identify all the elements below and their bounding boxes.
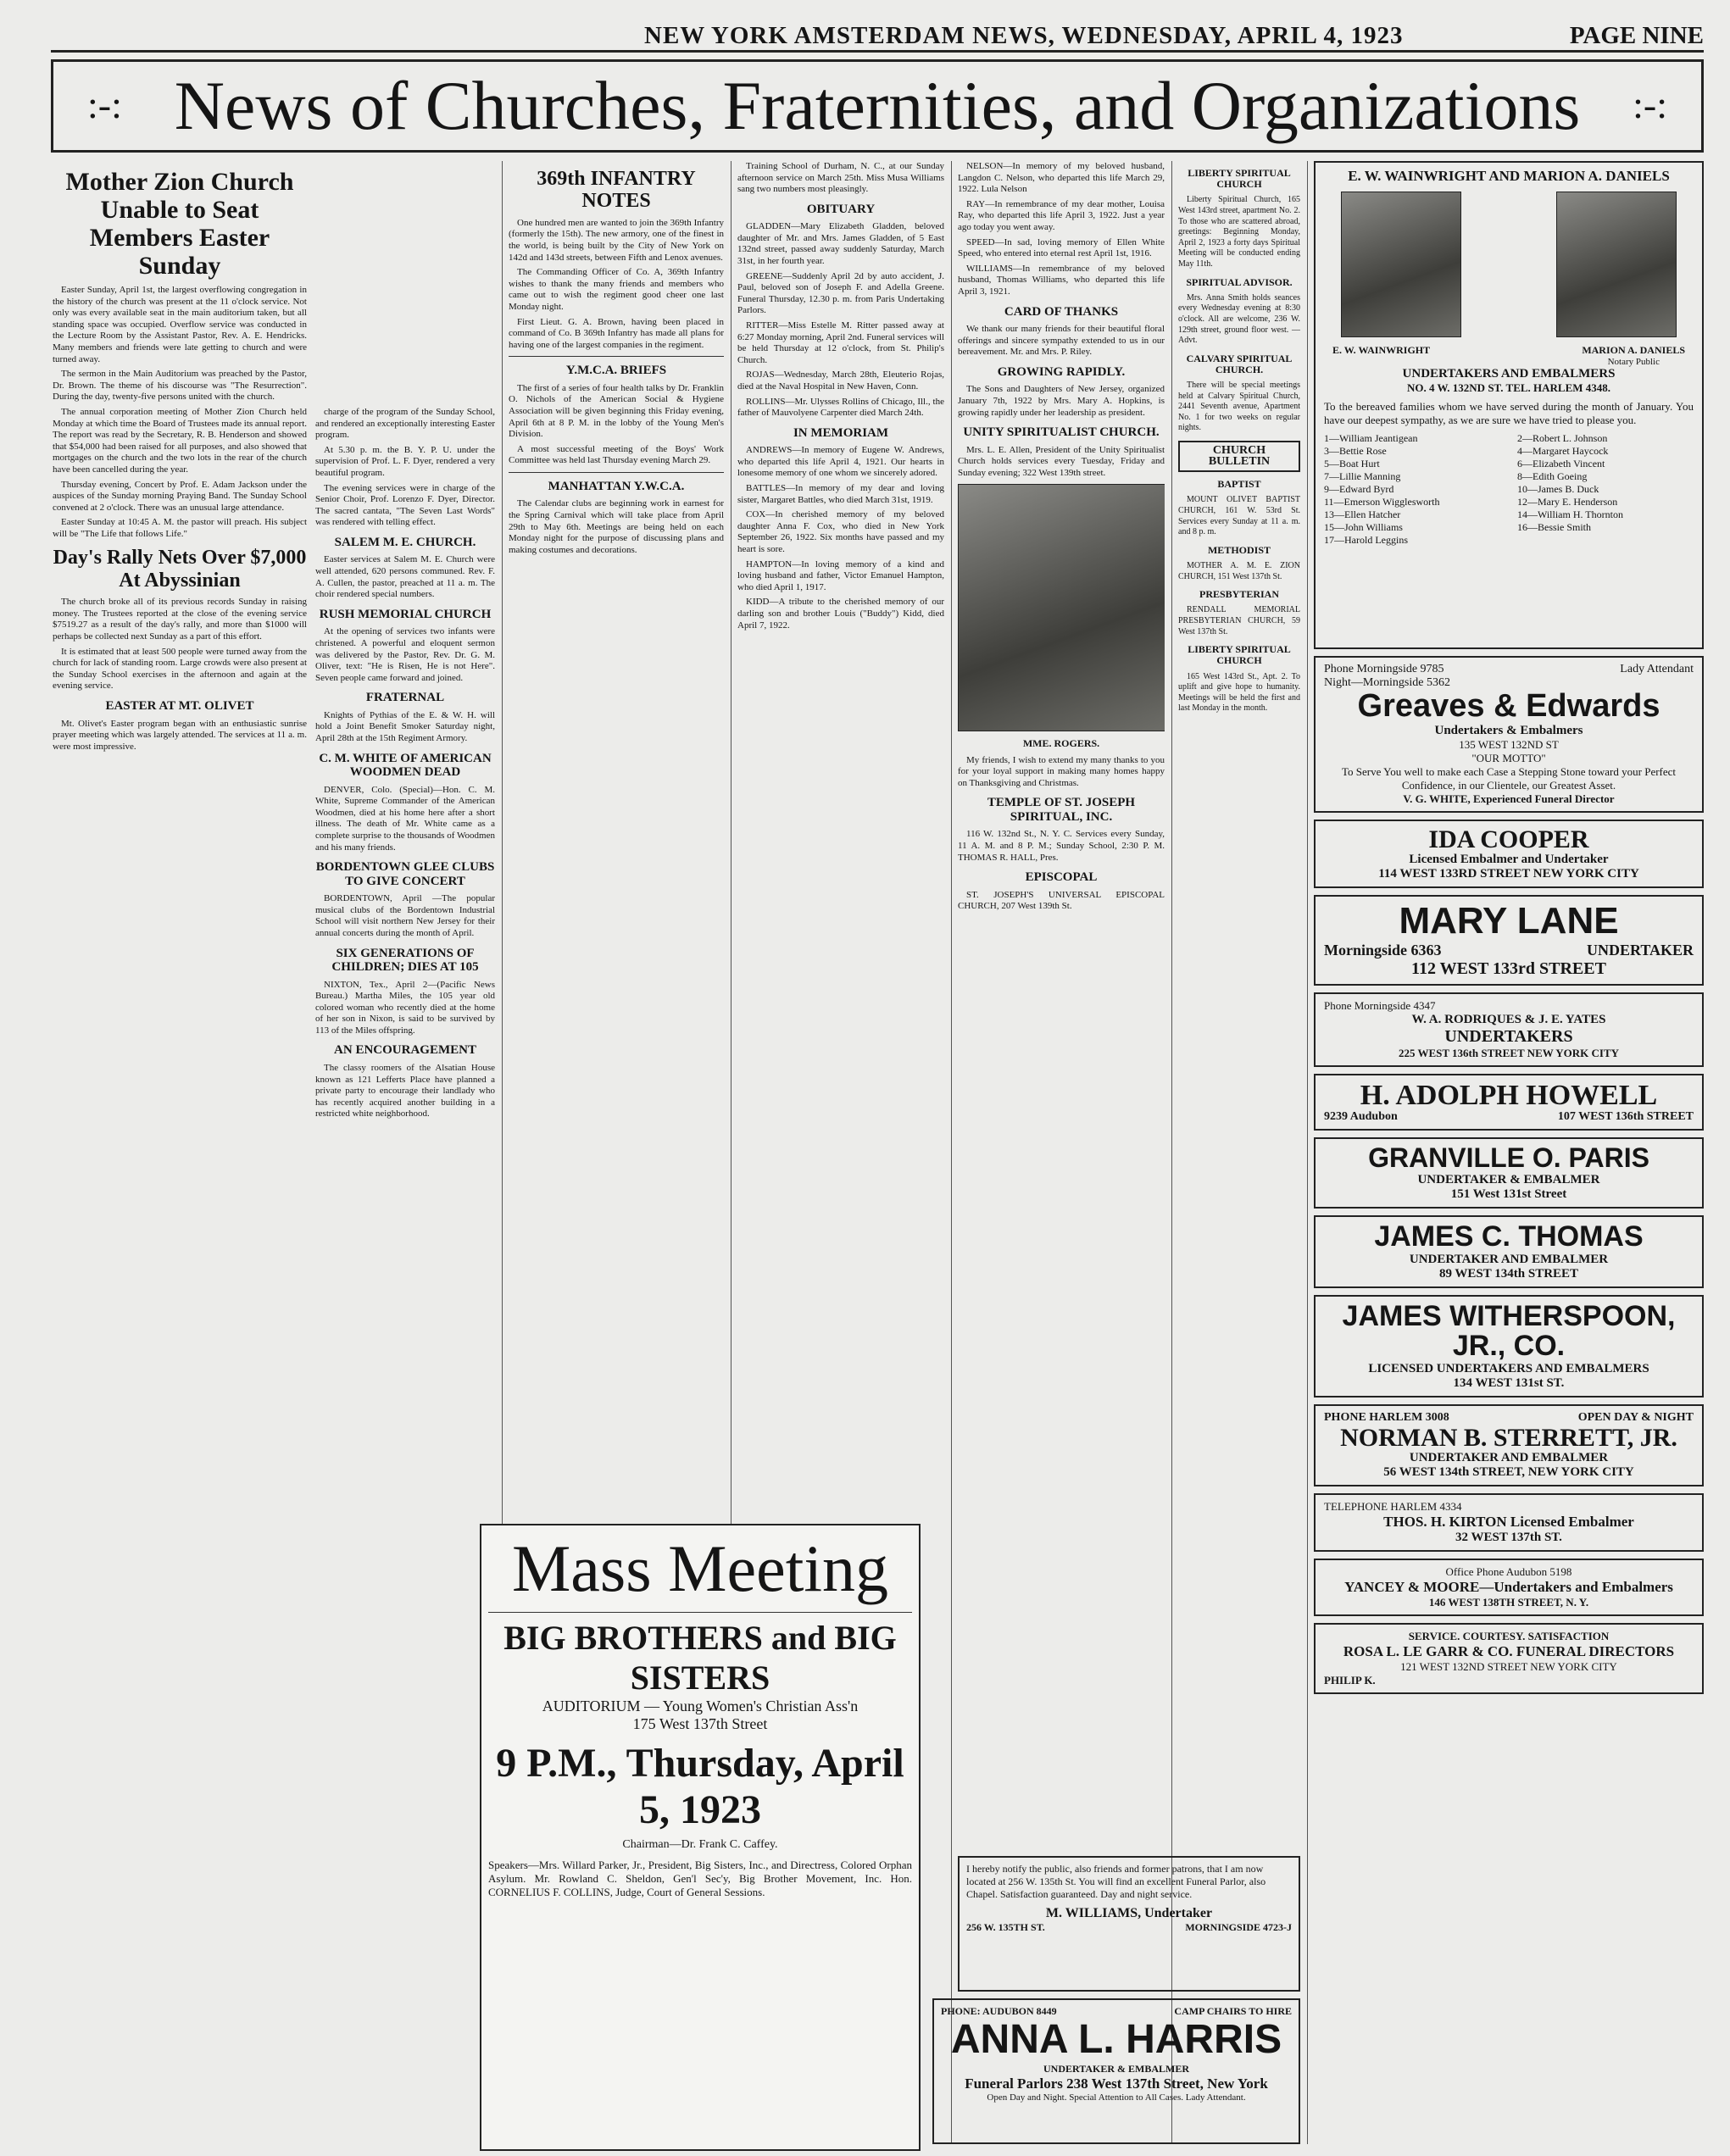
divider: [488, 1612, 912, 1613]
article-text: Thursday evening, Concert by Prof. E. Adam Jackson under the auspices of the Sunday morning Praying Band. The Sunday School convened at 2 o'clock. There was an unusual large attendance.: [53, 479, 307, 513]
article-text: Easter Sunday, April 1st, the largest overflowing congregation in the history of the church was present at the 11 o'clock service. Not only was every available seat in the main auditorium taken, but all standing space was occupied. Overflow service was conducted in the Lecture Room by the Assistant Pastor, Rev. A. E. Hendricks. Many members and friends were late getting to church and were turned away.: [53, 285, 307, 364]
legarr-top: SERVICE. COURTESY. SATISFACTION: [1408, 1630, 1610, 1643]
lane-title: UNDERTAKER: [1586, 941, 1694, 959]
article-text: KIDD—A tribute to the cherished memory of our darling son and brother Louis ("Buddy") Kidd, died April 7, 1922.: [737, 597, 944, 631]
mass-meeting-address: 175 West 137th Street: [632, 1715, 768, 1732]
howell-name: H. ADOLPH HOWELL: [1360, 1079, 1658, 1111]
column-4: [737, 161, 944, 1509]
list-item: 9—Edward Byrd: [1324, 483, 1394, 495]
list-item: 17—Harold Leggins: [1324, 534, 1408, 546]
article-text: At the opening of services two infants were christened. A powerful and eloquent sermon was delivered by the Pastor, Rev. Dr. G. M. Oliver, text: "He is Risen, He is not Here". Seven people came forward and joined.: [315, 626, 495, 683]
philip-line: PHILIP K.: [1324, 1674, 1376, 1687]
howell-line: [1324, 1110, 1694, 1124]
article-text: There will be special meetings held at Calvary Spiritual Church, 2441 Seventh avenue, Apartment No. 1 for two weeks on regular nights.: [1178, 381, 1300, 433]
column-5: [958, 161, 1165, 1848]
headline-bordentown: BORDENTOWN GLEE CLUBS TO GIVE CONCERT: [315, 860, 495, 888]
article-text: DENVER, Colo. (Special)—Hon. C. M. White, Supreme Commander of the American Woodmen, died at his home here after a short illness. The death of Mr. White came as a complete surprise to the thousands of Woodmen and his many friends.: [315, 784, 495, 853]
headline-obituary: OBITUARY: [806, 202, 876, 216]
thomas-ad: [1314, 1215, 1704, 1288]
photo-caption: MME. ROGERS.: [1022, 737, 1100, 750]
sterrett-line: [1324, 1411, 1694, 1425]
headline-salem: SALEM M. E. CHURCH.: [334, 535, 476, 549]
headline-episcopal: EPISCOPAL: [1025, 870, 1098, 885]
paris-address: 151 West 131st Street: [1450, 1186, 1567, 1201]
wainwright-ad: [1314, 161, 1704, 649]
article-text: 116 W. 132nd St., N. Y. C. Services every Sunday, 11 A. M. and 8 P. M.; Sunday School, 2:30 P. M. THOMAS R. HALL, Pres.: [958, 829, 1165, 863]
headline-rush-memorial: RUSH MEMORIAL CHURCH: [319, 607, 492, 621]
greaves-name: Greaves & Edwards: [1357, 688, 1660, 724]
wainwright-head: E. W. WAINWRIGHT AND MARION A. DANIELS: [1348, 168, 1670, 184]
list-item: 4—Margaret Haycock: [1517, 445, 1609, 457]
article-text: The sermon in the Main Auditorium was preached by the Pastor, Dr. Brown. The theme of his discourse was "The Resurrection". During the day, twenty-five persons united with the church.: [53, 369, 307, 403]
column-2: [315, 161, 495, 2144]
mass-meeting-title: Mass Meeting: [511, 1531, 889, 1605]
sterrett-ad: [1314, 1404, 1704, 1487]
greaves-address: 135 WEST 132ND ST: [1459, 737, 1559, 751]
caption-notary: Notary Public: [1607, 357, 1660, 367]
cooper-name: IDA COOPER: [1428, 825, 1589, 853]
column-rule: [1171, 161, 1172, 2144]
greaves-text: To Serve You well to make each Case a Stepping Stone toward your Perfect Confidence, in our Clientele, our Greatest Asset.: [1341, 764, 1677, 792]
portrait-captions: [1324, 344, 1694, 357]
article-text: ROJAS—Wednesday, March 28th, Eleuterio Rojas, died at the Naval Hospital in New Haven, Conn.: [737, 370, 944, 392]
article-text: BATTLES—In memory of my dear and loving sister, Margaret Battles, who died March 31st, 1919.: [737, 483, 944, 505]
headline-calvary-spiritual: CALVARY SPIRITUAL CHURCH.: [1186, 352, 1293, 375]
legarr-name: ROSA L. LE GARR & CO. FUNERAL DIRECTORS: [1343, 1643, 1675, 1660]
article-text: ANDREWS—In memory of Eugene W. Andrews, who departed this life April 4, 1921. Our hearts in lonesome memory of one whom we sincerely adored.: [737, 445, 944, 479]
notice-footer: [966, 1921, 1292, 1934]
section-title: News of Churches, Fraternities, and Organizations: [174, 67, 1581, 144]
article-text: My friends, I wish to extend my many thanks to you for your loyal support in making many homes happy on Thanksgiving and Christmas.: [958, 754, 1165, 788]
headline-presbyterian: PRESBYTERIAN: [1199, 588, 1280, 601]
article-text: ST. JOSEPH'S UNIVERSAL EPISCOPAL CHURCH, 207 West 139th St.: [958, 889, 1165, 912]
notice-address: 256 W. 135TH ST.: [966, 1921, 1045, 1933]
article-text: Mrs. L. E. Allen, President of the Unity Spiritualist Church holds services every Tuesday, Friday and Sunday evening; 322 West 139th street.: [958, 444, 1165, 478]
article-text: Easter services at Salem M. E. Church were well attended, 620 persons communed. Rev. F. A. Cullen, the pastor, preached at 11 a. m. The choir rendered special numbers.: [315, 554, 495, 600]
article-text: The annual corporation meeting of Mother Zion Church held Monday at which time the Board of Trustees made its annual report. The report was read by the Secretary, R. B. Henderson and showed that $54,000 had been raised for all purposes, and also showed that mortgages on the church and the two lots in the rear of the church have been cancelled during the year.: [53, 406, 307, 475]
lane-line: [1324, 942, 1694, 959]
article-text: WILLIAMS—In remembrance of my beloved husband, Thomas Williams, who departed this life April 3, 1921.: [958, 263, 1165, 297]
page-number: PAGE NINE: [1569, 22, 1704, 49]
lane-phone: Morningside 6363: [1324, 941, 1442, 959]
headline-spacer: [315, 161, 495, 407]
article-text: We thank our many friends for their beautiful floral offerings and sincere sympathy extended to us in our bereavement. Mr. and Mrs. P. Riley.: [958, 324, 1165, 358]
mass-meeting-place: AUDITORIUM — Young Women's Christian Ass'n: [542, 1698, 859, 1714]
harris-ad: [932, 1998, 1300, 2144]
article-text: The church broke all of its previous records Sunday in raising money. The Trustees reported at the close of the evening service $7519.27 as a result of the day's rally, and more than $1000 will perhaps be collected next Sunday as a part of this effort.: [53, 597, 307, 642]
headline-woodmen: C. M. WHITE OF AMERICAN WOODMEN DEAD: [319, 751, 492, 780]
article-text: RAY—In remembrance of my dear mother, Louisa Ray, who departed this life April 3, 1922. Just a year ago today you went away.: [958, 198, 1165, 232]
church-bulletin-header: CHURCH BULLETIN: [1178, 441, 1300, 472]
article-text: charge of the program of the Sunday School, and rendered an exceptionally interesting Easter program.: [315, 407, 495, 441]
article-text: At 5.30 p. m. the B. Y. P. U. under the supervision of Prof. L. F. Dyer, rendered a very beautiful program.: [315, 444, 495, 478]
list-item: 12—Mary E. Henderson: [1517, 496, 1618, 508]
list-item: 15—John Williams: [1324, 521, 1403, 533]
headline-in-memoriam: IN MEMORIAM: [793, 425, 889, 440]
list-item: 3—Bettie Rose: [1324, 445, 1387, 457]
wainwright-list: [1324, 432, 1694, 547]
legarr-ad: [1314, 1623, 1704, 1694]
cooper-address: 114 WEST 133RD STREET NEW YORK CITY: [1378, 867, 1639, 881]
article-text: GREENE—Suddenly April 2d by auto accident, J. Paul, beloved son of Joseph F. and Adella Greene. Funeral Thursday, 12.30 p. m. from Paris Undertaking Parlors.: [737, 270, 944, 316]
article-text: Liberty Spiritual Church, 165 West 143rd street, apartment No. 2. To those who are scattered abroad, greetings: Beginning Monday, April 2, 1923 a forty days Spiritual Meeting will be conducted ending May 11th.: [1178, 195, 1300, 269]
greaves-phone-day: Phone Morningside 9785: [1324, 663, 1444, 675]
masthead-date: NEW YORK AMSTERDAM NEWS, WEDNESDAY, APRIL 4, 1923: [644, 22, 1404, 49]
witherspoon-address: 134 WEST 131st ST.: [1453, 1375, 1565, 1390]
headline-mt-olivet: EASTER AT MT. OLIVET: [105, 699, 254, 713]
article-text: GLADDEN—Mary Elizabeth Gladden, beloved daughter of Mr. and Mrs. James Gladden, of 5 East 132nd street, passed away suddenly Saturday, March 31st, in her fourth year.: [737, 221, 944, 267]
howell-ad: [1314, 1074, 1704, 1131]
banner-ornament-right: :-:: [1633, 83, 1667, 126]
article-text: It is estimated that at least 500 people were turned away from the church for lack of standing room. Large crowds were also present at the Sunday School exercises in the afternoon and again at the evening service.: [53, 646, 307, 692]
headline-mother-zion: Mother Zion Church Unable to Seat Members Easter Sunday: [65, 168, 294, 280]
harris-chairs: CAMP CHAIRS TO HIRE: [1174, 2005, 1292, 2017]
paris-title: UNDERTAKER & EMBALMER: [1417, 1172, 1600, 1186]
witherspoon-ad: [1314, 1295, 1704, 1398]
howell-phone: 9239 Audubon: [1324, 1110, 1398, 1124]
column-6: [1178, 161, 1300, 1848]
harris-parlors: Funeral Parlors 238 West 137th Street, New York: [965, 2075, 1268, 2092]
headline-temple-st-joseph: TEMPLE OF ST. JOSEPH SPIRITUAL, INC.: [987, 796, 1136, 824]
wainwright-text: To the bereaved families whom we have served during the month of January. You have our deepest sympathy, as we are sure we have tried to please you.: [1324, 400, 1694, 426]
article-text: BORDENTOWN, April —The popular musical clubs of the Bordentown Industrial School will visit northern New Jersey for their annual concerts during the month of April.: [315, 893, 495, 938]
headline-methodist: METHODIST: [1207, 543, 1271, 556]
greaves-edwards-ad: [1314, 656, 1704, 813]
list-item: 14—William H. Thornton: [1517, 508, 1623, 520]
headline-spiritual-advisor: SPIRITUAL ADVISOR.: [1186, 275, 1293, 288]
lane-address: 112 WEST 133rd STREET: [1411, 959, 1606, 978]
headline-abyssinian-rally: Day's Rally Nets Over $7,000 At Abyssinian: [53, 547, 307, 592]
kirton-phone: TELEPHONE HARLEM 4334: [1324, 1500, 1462, 1514]
list-item: 10—James B. Duck: [1517, 483, 1599, 495]
column-rule: [951, 161, 952, 2144]
notice-phone: MORNINGSIDE 4723-J: [1185, 1921, 1292, 1933]
article-text: NIXTON, Tex., April 2—(Pacific News Bureau.) Martha Miles, the 105 year old colored woman who recently died at the home of her son in Nixon, is said to be survived by 113 of the Miles offspring.: [315, 979, 495, 1036]
article-text: One hundred men are wanted to join the 369th Infantry (formerly the 15th). The new armory, one of the finest in the world, is being built by the City of New York on 142d and 143d streets, between Fifth and Lenox avenues.: [509, 217, 724, 263]
kirton-name: THOS. H. KIRTON Licensed Embalmer: [1383, 1514, 1634, 1531]
list-item: 5—Boat Hurt: [1324, 458, 1380, 470]
divider: [509, 472, 724, 473]
rodriques-yates-ad: [1314, 992, 1704, 1067]
legarr-address: 121 WEST 132ND STREET NEW YORK CITY: [1400, 1660, 1617, 1674]
portraits: [1341, 192, 1677, 337]
greaves-title: Undertakers & Embalmers: [1434, 723, 1583, 737]
notice-text: I hereby notify the public, also friends and former patrons, that I am now located at 256 W. 135th St. You will find an excellent Funeral Parlor, also Chapel. Satisfaction guaranteed. Day and night service.: [966, 1863, 1266, 1900]
harris-hours: Open Day and Night. Special Attention to All Cases. Lady Attendant.: [987, 2092, 1246, 2103]
rodriques-phone: Phone Morningside 4347: [1324, 998, 1436, 1012]
mass-meeting-ad: [480, 1524, 921, 2151]
headline-liberty-spiritual: LIBERTY SPIRITUAL CHURCH: [1188, 167, 1291, 191]
rodriques-title: UNDERTAKERS: [1444, 1026, 1573, 1046]
funeral-ads-column: [1314, 161, 1704, 2144]
article-text: RENDALL MEMORIAL PRESBYTERIAN CHURCH, 59 West 137th St.: [1178, 605, 1300, 636]
article-text: A most successful meeting of the Boys' Work Committee was held last Thursday evening March 29.: [509, 443, 724, 466]
paris-name: GRANVILLE O. PARIS: [1368, 1142, 1649, 1174]
mass-meeting-org: BIG BROTHERS and BIG SISTERS: [503, 1619, 897, 1697]
section-banner: [51, 59, 1704, 153]
kirton-address: 32 WEST 137th ST.: [1455, 1531, 1562, 1545]
article-text: COX—In cherished memory of my beloved daughter Anna F. Cox, who died in New York September 26, 1922. Six months have passed and my heart is sore.: [737, 509, 944, 555]
article-text: SPEED—In sad, loving memory of Ellen White Speed, who entered into eternal rest April 1st, 1916.: [958, 236, 1165, 259]
photo-mme-rogers: [958, 484, 1165, 731]
rodriques-name: W. A. RODRIQUES & J. E. YATES: [1411, 1012, 1606, 1026]
headline-card-of-thanks: CARD OF THANKS: [1004, 304, 1119, 319]
sterrett-name: NORMAN B. STERRETT, JR.: [1340, 1423, 1677, 1452]
witherspoon-name: JAMES WITHERSPOON, JR., CO.: [1342, 1299, 1676, 1363]
headline-fraternal: FRATERNAL: [365, 691, 445, 705]
headline-growing-rapidly: GROWING RAPIDLY.: [997, 364, 1126, 379]
greaves-director: V. G. WHITE, Experienced Funeral Director: [1403, 792, 1615, 805]
harris-title: UNDERTAKER & EMBALMER: [1043, 2062, 1190, 2075]
sterrett-hours: OPEN DAY & NIGHT: [1577, 1410, 1694, 1424]
lane-name: MARY LANE: [1399, 900, 1619, 942]
thomas-name: JAMES C. THOMAS: [1374, 1220, 1644, 1253]
headline-liberty-spiritual-2: LIBERTY SPIRITUAL CHURCH: [1188, 643, 1291, 667]
article-text: Easter Sunday at 10:45 A. M. the pastor will preach. His subject will be "The Life that follows Life.": [53, 517, 307, 539]
article-text: NELSON—In memory of my beloved husband, Langdon C. Nelson, who departed this life March 29, 1922. Lula Nelson: [958, 161, 1165, 195]
yancey-name: YANCEY & MOORE—Undertakers and Embalmers: [1344, 1579, 1673, 1596]
list-item: 8—Edith Goeing: [1517, 470, 1588, 482]
article-text: RITTER—Miss Estelle M. Ritter passed away at 6:27 Monday morning, April 2nd. Funeral services will be held Thursday at 12 o'clock, from St. Philip's Church.: [737, 320, 944, 365]
column-1: [53, 161, 307, 2144]
article-text: HAMPTON—In loving memory of a kind and loving husband and father, Victor Emanuel Hampton, who died April 1, 1917.: [737, 558, 944, 592]
headline-ymca: Y.M.C.A. BRIEFS: [565, 364, 667, 378]
column-3: [509, 161, 724, 1509]
notice-name: M. WILLIAMS, Undertaker: [1045, 1906, 1213, 1920]
harris-ad-top: [941, 2005, 1292, 2018]
yancey-address: 146 WEST 138TH STREET, N. Y.: [1428, 1596, 1589, 1609]
yancey-phone: Office Phone Audubon 5198: [1445, 1565, 1572, 1579]
article-text: ROLLINS—Mr. Ulysses Rollins of Chicago, Ill., the father of Mauvolyene Carpenter died March 24th.: [737, 396, 944, 419]
list-item: 11—Emerson Wigglesworth: [1324, 496, 1440, 508]
wainwright-title: UNDERTAKERS AND EMBALMERS: [1402, 367, 1616, 381]
article-text: The classy roomers of the Alsatian House known as 121 Lefferts Place have planned a private party to encourage their landlady who has recently acquired another building in a restricted white neighborhood.: [315, 1062, 495, 1120]
article-text: MOTHER A. M. E. ZION CHURCH, 151 West 137th St.: [1178, 560, 1300, 581]
kirton-ad: [1314, 1493, 1704, 1552]
caption-wainwright: E. W. WAINWRIGHT: [1332, 344, 1431, 356]
article-text: First Lieut. G. A. Brown, having been placed in command of Co. B 369th Infantry has made all plans for having one of the largest companies in the regiment.: [509, 316, 724, 350]
article-text: Training School of Durham, N. C., at our Sunday afternoon service on March 25th. Miss Musa Williams sang two numbers most pleasingly.: [737, 161, 944, 195]
masthead: [51, 19, 1704, 53]
list-item: 2—Robert L. Johnson: [1517, 432, 1608, 444]
ida-cooper-ad: [1314, 820, 1704, 889]
howell-address: 107 WEST 136th STREET: [1557, 1110, 1694, 1124]
article-text: The first of a series of four health talks by Dr. Franklin O. Nichols of the American Social & Hygiene Association will be given beginning this Friday evening, April 6th at 8 P. M. in the lobby of the Young Men's Division.: [509, 382, 724, 440]
williams-notice-box: [958, 1856, 1300, 1992]
headline-encouragement: AN ENCOURAGEMENT: [334, 1043, 476, 1058]
headline-369th-infantry: 369th INFANTRY NOTES: [537, 168, 696, 213]
portrait-daniels: [1556, 192, 1677, 337]
headline-unity-spiritualist: UNITY SPIRITUALIST CHURCH.: [963, 425, 1160, 440]
mass-meeting-time: 9 P.M., Thursday, April 5, 1923: [496, 1741, 904, 1832]
column-rule: [1307, 161, 1308, 2144]
greaves-motto: "OUR MOTTO": [1471, 751, 1546, 764]
headline-ywca: MANHATTAN Y.W.C.A.: [548, 479, 685, 493]
yancey-moore-ad: [1314, 1559, 1704, 1616]
thomas-address: 89 WEST 134th STREET: [1438, 1266, 1579, 1281]
greaves-phones: [1324, 663, 1694, 676]
sterrett-phone: PHONE HARLEM 3008: [1324, 1410, 1449, 1424]
harris-phone: PHONE: AUDUBON 8449: [941, 2005, 1057, 2017]
article-text: The Commanding Officer of Co. A, 369th Infantry wishes to thank the many friends and members who came out to wish the regiment good cheer one last Monday night.: [509, 267, 724, 312]
article-text: The Calendar clubs are beginning work in earnest for the Spring Carnival which will take place from April 29th to May 6th. Meetings are being held on each Monday night for the purpose of discussing plans and making costumes and decorations.: [509, 498, 724, 555]
divider: [509, 356, 724, 357]
list-item: 16—Bessie Smith: [1517, 521, 1592, 533]
portrait-wainwright: [1341, 192, 1461, 337]
sterrett-title: UNDERTAKER AND EMBALMER: [1409, 1451, 1609, 1465]
headline-six-generations: SIX GENERATIONS OF CHILDREN; DIES AT 105: [331, 946, 479, 974]
article-text: Mt. Olivet's Easter program began with an enthusiastic sunrise prayer meeting which was largely attended. The services at 11 a. m. were most impressive.: [53, 718, 307, 752]
article-text: The evening services were in charge of the Senior Choir, Prof. Lorenzo F. Dyer, Director. The sacred cantata, "The Seven Last Words" was rendered with telling effect.: [315, 482, 495, 528]
list-item: 6—Elizabeth Vincent: [1517, 458, 1605, 470]
article-text: 165 West 143rd St., Apt. 2. To uplift and give hope to humanity. Meetings will be held the first and last Monday in the month.: [1178, 671, 1300, 714]
cooper-title: Licensed Embalmer and Undertaker: [1409, 853, 1609, 867]
banner-ornament-left: :-:: [87, 83, 122, 126]
article-text: Mrs. Anna Smith holds seances every Wednesday evening at 8:30 o'clock. All are welcome, 236 W. 129th street, ground floor west. —Advt.: [1178, 292, 1300, 346]
article-text: MOUNT OLIVET BAPTIST CHURCH, 161 W. 53rd St. Services every Sunday at 11 a. m. and 8 p. m.: [1178, 495, 1300, 537]
list-item: 13—Ellen Hatcher: [1324, 508, 1401, 520]
list-item: 1—William Jeantigean: [1324, 432, 1418, 444]
harris-name: ANNA L. HARRIS: [950, 2017, 1282, 2062]
mary-lane-ad: [1314, 895, 1704, 985]
wainwright-address: NO. 4 W. 132ND ST. TEL. HARLEM 4348.: [1406, 381, 1611, 394]
thomas-title: UNDERTAKER AND EMBALMER: [1409, 1252, 1609, 1266]
paris-ad: [1314, 1137, 1704, 1209]
sterrett-address: 56 WEST 134th STREET, NEW YORK CITY: [1383, 1465, 1634, 1480]
list-item: 7—Lillie Manning: [1324, 470, 1401, 482]
witherspoon-title: LICENSED UNDERTAKERS AND EMBALMERS: [1368, 1361, 1649, 1375]
headline-baptist: BAPTIST: [1217, 478, 1261, 491]
mass-meeting-speakers: Speakers—Mrs. Willard Parker, Jr., President, Big Sisters, Inc., and Directress, Colored Orphan Asylum. Mr. Rowland C. Sheldon, Gen'l Sec'y, Big Brother Movement, Inc. Hon. CORNELIUS F. COLLINS, Judge, Court of General Sessions.: [488, 1859, 912, 1898]
article-text: The Sons and Daughters of New Jersey, organized January 7th, 1922 by Mrs. Mary A. Hopkins, is growing rapidly under her leadership as president.: [958, 384, 1165, 418]
rodriques-address: 225 WEST 136th STREET NEW YORK CITY: [1398, 1046, 1620, 1059]
article-text: Knights of Pythias of the E. & W. H. will hold a Joint Benefit Smoker Saturday night, April 28th at the 15th Regiment Armory.: [315, 709, 495, 743]
greaves-phone-night: Night—Morningside 5362: [1324, 676, 1450, 689]
greaves-lady: Lady Attendant: [1620, 663, 1694, 675]
caption-daniels: MARION A. DANIELS: [1582, 344, 1685, 356]
mass-meeting-chair: Chairman—Dr. Frank C. Caffey.: [622, 1838, 778, 1851]
